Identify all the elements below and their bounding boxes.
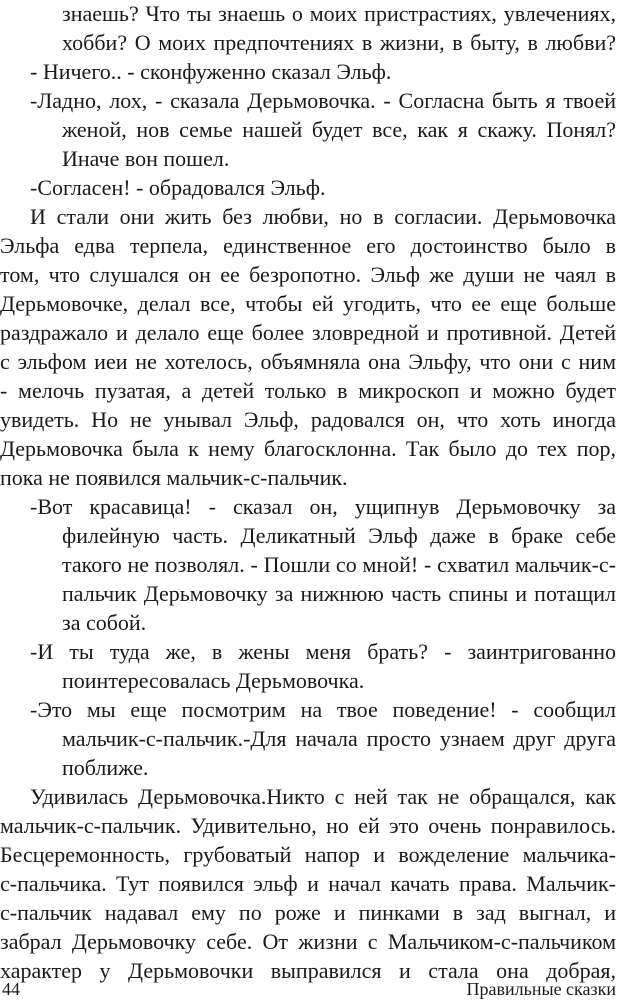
text-line: мальчик-с-пальчик. Удивительно, но ей это очень понравилось. xyxy=(0,813,616,838)
text-line: Эльфа едва терпела, единственное его достоинство было в xyxy=(0,233,616,258)
text-line: Иначе вон пошел. xyxy=(62,146,230,171)
text-line: - Ничего.. - сконфуженно сказал Эльф. xyxy=(30,59,392,84)
text-line: хобби? О моих предпочтениях в жизни, в быту, в любви? xyxy=(62,30,616,55)
text-line: женой, нов семье нашей будет все, как я скажу. Понял? xyxy=(62,117,616,142)
text-line: И стали они жить без любви, но в согласии. Дерьмовочка xyxy=(30,204,616,229)
text-line: филейную часть. Деликатный Эльф даже в браке себе xyxy=(62,523,616,548)
text-line: -Ладно, лох, - сказала Дерьмовочка. - Согласна быть я твоей xyxy=(30,88,616,113)
text-line: том, что слушался он ее безропотно. Эльф же души не чаял в xyxy=(0,262,616,287)
text-line: забрал Дерьмовочку себе. От жизни с Мальчиком-с-пальчиком xyxy=(0,929,616,954)
text-line: -И ты туда же, в жены меня брать? - заинтригованно xyxy=(30,639,616,664)
text-line: характер у Дерьмовочки выправился и стала она добрая, xyxy=(0,958,616,983)
text-line: Бесцеремонность, грубоватый напор и вожделение мальчика- xyxy=(0,842,616,867)
text-line: такого не позволял. - Пошли со мной! - схватил мальчик-с- xyxy=(62,552,616,577)
page-footer xyxy=(0,975,620,1003)
text-line: с-пальчик надавал ему по роже и пинками в зад выгнал, и xyxy=(0,900,616,925)
text-line: -Вот красавица! - сказал он, ущипнув Дерьмовочку за xyxy=(30,494,616,519)
text-line: раздражало и делало еще более зловредной и противной. Детей xyxy=(0,320,616,345)
text-line: Дерьмовочке, делал все, чтобы ей угодить, что ее еще больше xyxy=(0,291,616,316)
text-line: знаешь? Что ты знаешь о моих пристрастиях, увлечениях, xyxy=(62,1,616,26)
running-title: Правильные сказки xyxy=(466,979,616,999)
text-line: -Согласен! - обрадовался Эльф. xyxy=(30,175,326,200)
text-line: пальчик Дерьмовочку за нижнюю часть спины и потащил xyxy=(62,581,616,606)
page-number: 44 xyxy=(2,979,20,999)
text-line: поинтересовалась Дерьмовочка. xyxy=(62,668,365,693)
text-line: с эльфом иеи не хотелось, объямняла она Эльфу, что они с ним xyxy=(0,349,616,374)
text-line: мальчик-с-пальчик.-Для начала просто узнаем друг друга xyxy=(62,726,616,751)
text-line: - мелочь пузатая, а детей только в микроскоп и можно будет xyxy=(0,378,616,403)
text-line: с-пальчика. Тут появился эльф и начал качать права. Мальчик- xyxy=(0,871,616,896)
text-line: поближе. xyxy=(62,755,149,780)
text-line: -Это мы еще посмотрим на твое поведение! - сообщил xyxy=(30,697,616,722)
text-line: Дерьмовочка была к нему благосклонна. Так было до тех пор, xyxy=(0,436,616,461)
text-line: увидеть. Но не унывал Эльф, радовался он, что хоть иногда xyxy=(0,407,616,432)
text-line: за собой. xyxy=(62,610,147,635)
text-line: Удивилась Дерьмовочка.Никто с ней так не обращался, как xyxy=(30,784,616,809)
text-line: пока не появился мальчик-с-пальчик. xyxy=(0,465,348,490)
